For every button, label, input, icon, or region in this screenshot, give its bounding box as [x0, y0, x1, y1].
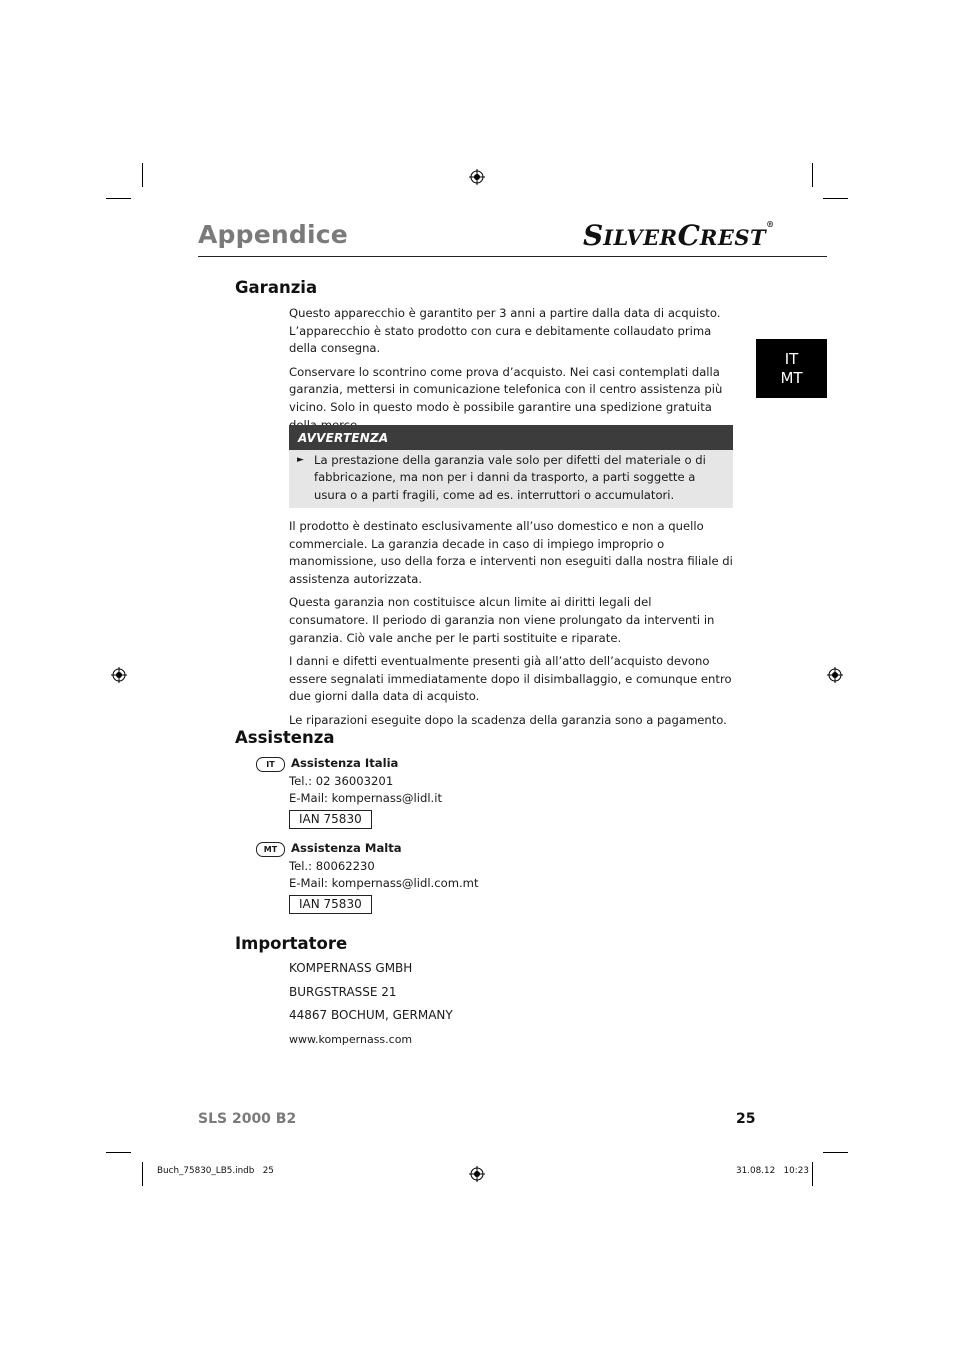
- importer-street: BURGSTRASSE 21: [289, 984, 397, 999]
- warning-title: AVVERTENZA: [289, 425, 733, 450]
- importer-company: KOMPERNASS GMBH: [289, 961, 413, 975]
- service-center-name: Assistenza Italia: [291, 756, 399, 770]
- service-phone: Tel.: 02 36003201: [289, 773, 394, 788]
- page-number: 25: [736, 1111, 756, 1127]
- page-title: Appendice: [198, 220, 348, 249]
- service-email: E-Mail: kompernass@lidl.com.mt: [289, 876, 479, 891]
- warning-body: [289, 450, 733, 508]
- paragraph: I danni e difetti eventualmente presenti già all’atto dell’acquisto devono essere segnalati immediatamente dopo il disimballaggio, e comunque entro due giorni dalla data di acquisto.: [289, 654, 732, 704]
- language-tab-it: IT: [784, 350, 799, 368]
- importer-website: www.kompernass.com: [289, 1032, 413, 1046]
- section-heading-importatore: Importatore: [235, 934, 348, 953]
- section-heading-assistenza: Assistenza: [235, 728, 335, 747]
- country-badge-it: IT: [256, 757, 285, 772]
- crop-mark: [142, 1162, 143, 1186]
- ian-box: IAN 75830: [289, 895, 372, 914]
- print-slug-file: Buch_75830_LB5.indb 25: [157, 1166, 274, 1176]
- header-rule: [198, 256, 827, 257]
- registration-mark-icon: [111, 667, 127, 683]
- paragraph: Conservare lo scontrino come prova d’acquisto. Nei casi contemplati dalla garanzia, mettersi in comunicazione telefonica con il centro assistenza più vicino. Solo in questo modo è possibile garantire una spedizione gratuita: [289, 364, 723, 414]
- crop-mark: [142, 163, 143, 187]
- service-center-name: Assistenza Malta: [291, 841, 402, 855]
- print-slug-date: 31.08.12 10:23: [736, 1166, 809, 1176]
- crop-mark: [823, 1152, 848, 1153]
- service-email: E-Mail: kompernass@lidl.it: [289, 791, 442, 806]
- garanzia-details: [289, 518, 733, 736]
- country-badge-mt: MT: [256, 842, 285, 857]
- service-center-malta: [256, 840, 736, 914]
- registration-mark-icon: [827, 667, 843, 683]
- crop-mark: [106, 1152, 131, 1153]
- warning-box: [289, 425, 733, 508]
- paragraph: Questo apparecchio è garantito per 3 anni a partire dalla data di acquisto. L’apparecchio è stato prodotto con cura e debitamente collaudato prima della consegna.: [289, 306, 721, 356]
- crop-mark: [812, 163, 813, 187]
- importer-address: [289, 957, 453, 1051]
- ian-box: IAN 75830: [289, 810, 372, 829]
- paragraph: Le riparazioni eseguite dopo la scadenza della garanzia sono a pagamento.: [289, 712, 727, 727]
- service-phone: Tel.: 80062230: [289, 858, 375, 873]
- crop-mark: [823, 198, 848, 199]
- section-heading-garanzia: Garanzia: [235, 278, 318, 297]
- language-tab: [756, 339, 827, 398]
- arrow-right-icon: ►: [297, 455, 304, 465]
- registration-mark-icon: [469, 169, 485, 185]
- crop-mark: [106, 198, 131, 199]
- language-tab-mt: MT: [780, 369, 803, 387]
- footer-model: SLS 2000 B2: [198, 1111, 297, 1127]
- garanzia-intro: [289, 305, 733, 440]
- registration-mark-icon: [469, 1166, 485, 1182]
- paragraph: Questa garanzia non costituisce alcun limite ai diritti legali del consumatore. Il periodo di garanzia non viene prolungato da interventi in garanzia. Ciò vale anche per le parti sostituite e riparate.: [289, 595, 715, 645]
- service-center-italy: [256, 755, 736, 829]
- brand-logo: SILVERCREST®: [583, 219, 775, 252]
- paragraph: Il prodotto è destinato esclusivamente all’uso domestico e non a quello commerciale. La garanzia decade in caso di impiego improprio o manomissione, uso della forza e interventi non eseguiti dalla nostra filiale di assistenza autorizzata.: [289, 519, 733, 586]
- importer-city: 44867 BOCHUM, GERMANY: [289, 1008, 453, 1022]
- warning-text: La prestazione della garanzia vale solo per difetti del materiale o di fabbricazione, ma non per i danni da trasporto, a parti soggette a usura o a parti fragili, come ad es. interruttori o accumulatori.: [314, 453, 706, 502]
- crop-mark: [812, 1162, 813, 1186]
